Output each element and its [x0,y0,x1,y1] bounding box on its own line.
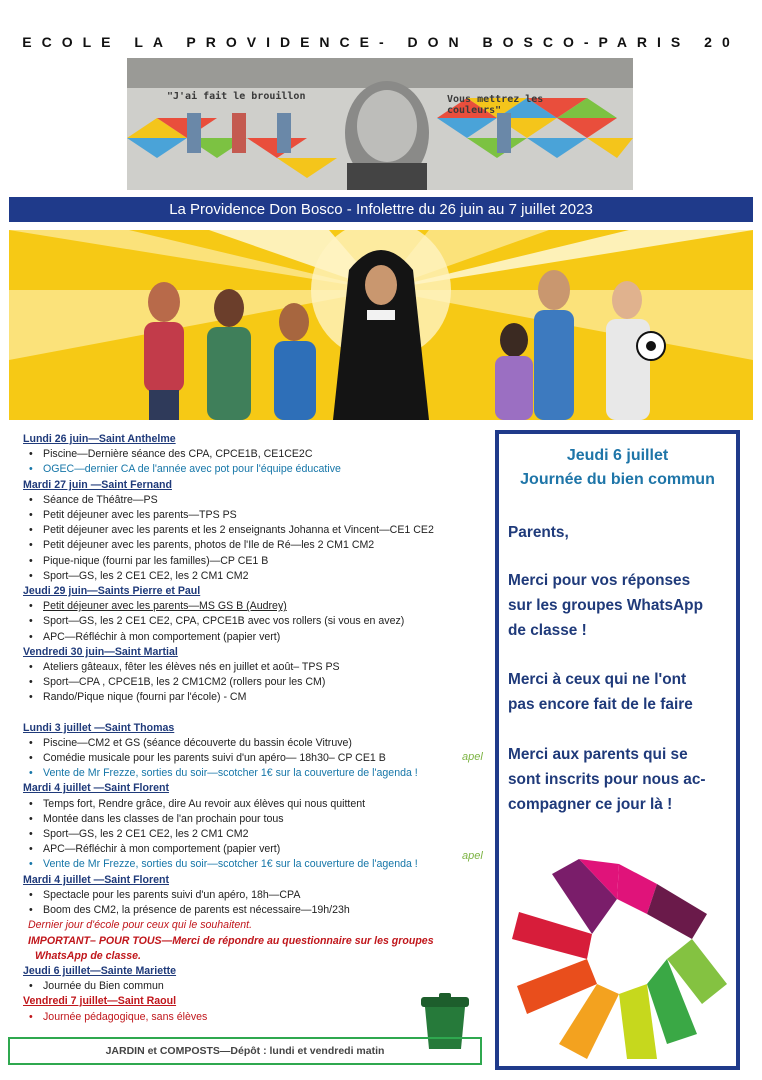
sidebar-greeting: Parents, [508,524,569,541]
apel-logo: apel [462,850,483,862]
hero-illustration [9,230,753,420]
list-item: • Petit déjeuner avec les parents et les 2 enseignants Johanna et Vincent—CE1 CE2 [23,523,493,538]
figure-girl-stripes [534,270,574,420]
sidebar-callout [495,430,740,1070]
list-item: • Rando/Pique nique (fourni par l'école) - CM [23,690,493,705]
mural-caption-left: "J'ai fait le brouillon [167,91,306,102]
list-item: • Comédie musicale pour les parents suivi d'un apéro— 18h30– CP CE1 B [23,751,493,766]
sidebar-line: pas encore fait de le faire [508,696,693,713]
list-item: • Petit déjeuner avec les parents—TPS PS [23,508,493,523]
garden-compost-notice: JARDIN et COMPOSTS—Dépôt : lundi et vendredi matin [8,1037,482,1065]
day-heading: Vendredi 30 juin—Saint Martial [23,645,178,658]
list-item: • OGEC—dernier CA de l'année avec pot pour l'équipe éducative [23,462,493,477]
list-item: • Sport—GS, les 2 CE1 CE2, les 2 CM1 CM2 [23,827,493,842]
day-heading: Vendredi 7 juillet—Saint Raoul [23,995,177,1008]
day-heading: Mardi 4 juillet —Saint Florent [23,873,169,886]
list-item: • Piscine—Dernière séance des CPA, CPCE1B, CE1CE2C [23,447,493,462]
list-item: • Sport—CPA , CPCE1B, les 2 CM1CM2 (rollers pour les CM) [23,675,493,690]
note-important-cont: WhatsApp de classe. [35,949,141,962]
day-heading: Jeudi 6 juillet—Sainte Mariette [23,964,177,977]
newsletter-headline: La Providence Don Bosco - Infolettre du 26 juin au 7 juillet 2023 [9,197,753,222]
list-item: • Montée dans les classes de l'an prochain pour tous [23,812,493,827]
day-heading: Lundi 26 juin—Saint Anthelme [23,433,176,445]
sidebar-line: compagner ce jour là ! [508,796,673,813]
list-item-text: Petit déjeuner avec les parents—MS GS B (Audrey) [43,600,287,613]
list-item: • Journée pédagogique, sans élèves [23,1010,493,1025]
list-item: • APC—Réfléchir à mon comportement (papier vert) [23,842,493,857]
sidebar-title-event: Journée du bien commun [520,471,715,488]
list-item: • Séance de Théâtre—PS [23,493,493,508]
day-heading: Mardi 27 juin —Saint Fernand [23,478,172,491]
list-item: • APC—Réfléchir à mon comportement (papier vert) [23,630,493,645]
sidebar-line: de classe ! [508,622,587,639]
list-item: • Sport—GS, les 2 CE1 CE2, CPA, CPCE1B avec vos rollers (si vous en avez) [23,614,493,629]
stained-glass-illustration [9,230,753,420]
list-item: • Vente de Mr Frezze, sorties du soir—scotcher 1€ sur la couverture de l'agenda ! [23,857,493,872]
list-item [23,599,493,614]
schedule-list [23,432,493,1025]
sidebar-line: Merci pour vos réponses [508,572,691,589]
list-item: • Temps fort, Rendre grâce, dire Au revoir aux élèves qui nous quittent [23,797,493,812]
list-item: • Spectacle pour les parents suivi d'un apéro, 18h—CPA [23,888,493,903]
mural-banner-image [127,58,633,190]
sidebar-line: sur les groupes WhatsApp [508,597,703,614]
list-item: • Journée du Bien commun [23,979,493,994]
sidebar-title [499,444,736,492]
sidebar-line: Merci aux parents qui se [508,746,688,763]
note-important: IMPORTANT– POUR TOUS—Merci de répondre au questionnaire sur les groupes [28,934,434,947]
mural-caption-right: Vous mettrez les couleurs" [447,94,544,116]
sidebar-paragraph-2 [508,667,736,717]
list-item: • Sport—GS, les 2 CE1 CE2, les 2 CM1 CM2 [23,569,493,584]
sidebar-line: sont inscrits pour nous ac- [508,771,706,788]
list-item: • Vente de Mr Frezze, sorties du soir—scotcher 1€ sur la couverture de l'agenda ! [23,766,493,781]
list-item: • Ateliers gâteaux, fêter les élèves nés en juillet et août– TPS PS [23,660,493,675]
list-item: • Petit déjeuner avec les parents, photos de l'Ile de Ré—les 2 CM1 CM2 [23,538,493,553]
list-item: • Boom des CM2, la présence de parents est nécessaire—19h/23h [23,903,493,918]
day-heading: Mardi 4 juillet —Saint Florent [23,782,169,795]
list-item: • Piscine—CM2 et GS (séance découverte du bassin école Vitruve) [23,736,493,751]
sidebar-line: Merci à ceux qui ne l'ont [508,671,687,688]
mural-illustration [127,58,633,190]
day-heading: Jeudi 29 juin—Saints Pierre et Paul [23,585,201,598]
note-last-day: Dernier jour d'école pour ceux qui le souhaitent. [28,919,253,932]
figure-girl-left [144,282,184,420]
hands-circle-illustration [507,844,732,1066]
apel-logo: apel [462,751,483,763]
sidebar-paragraph-1 [508,568,736,643]
list-item: • Pique-nique (fourni par les familles)—CP CE1 B [23,554,493,569]
school-title: ECOLE LA PROVIDENCE- DON BOSCO-PARIS 20 [22,34,740,50]
sidebar-paragraph-3 [508,742,736,817]
day-heading: Lundi 3 juillet —Saint Thomas [23,721,175,734]
sidebar-title-date: Jeudi 6 juillet [566,447,669,464]
figure-girl-purple [495,323,533,420]
